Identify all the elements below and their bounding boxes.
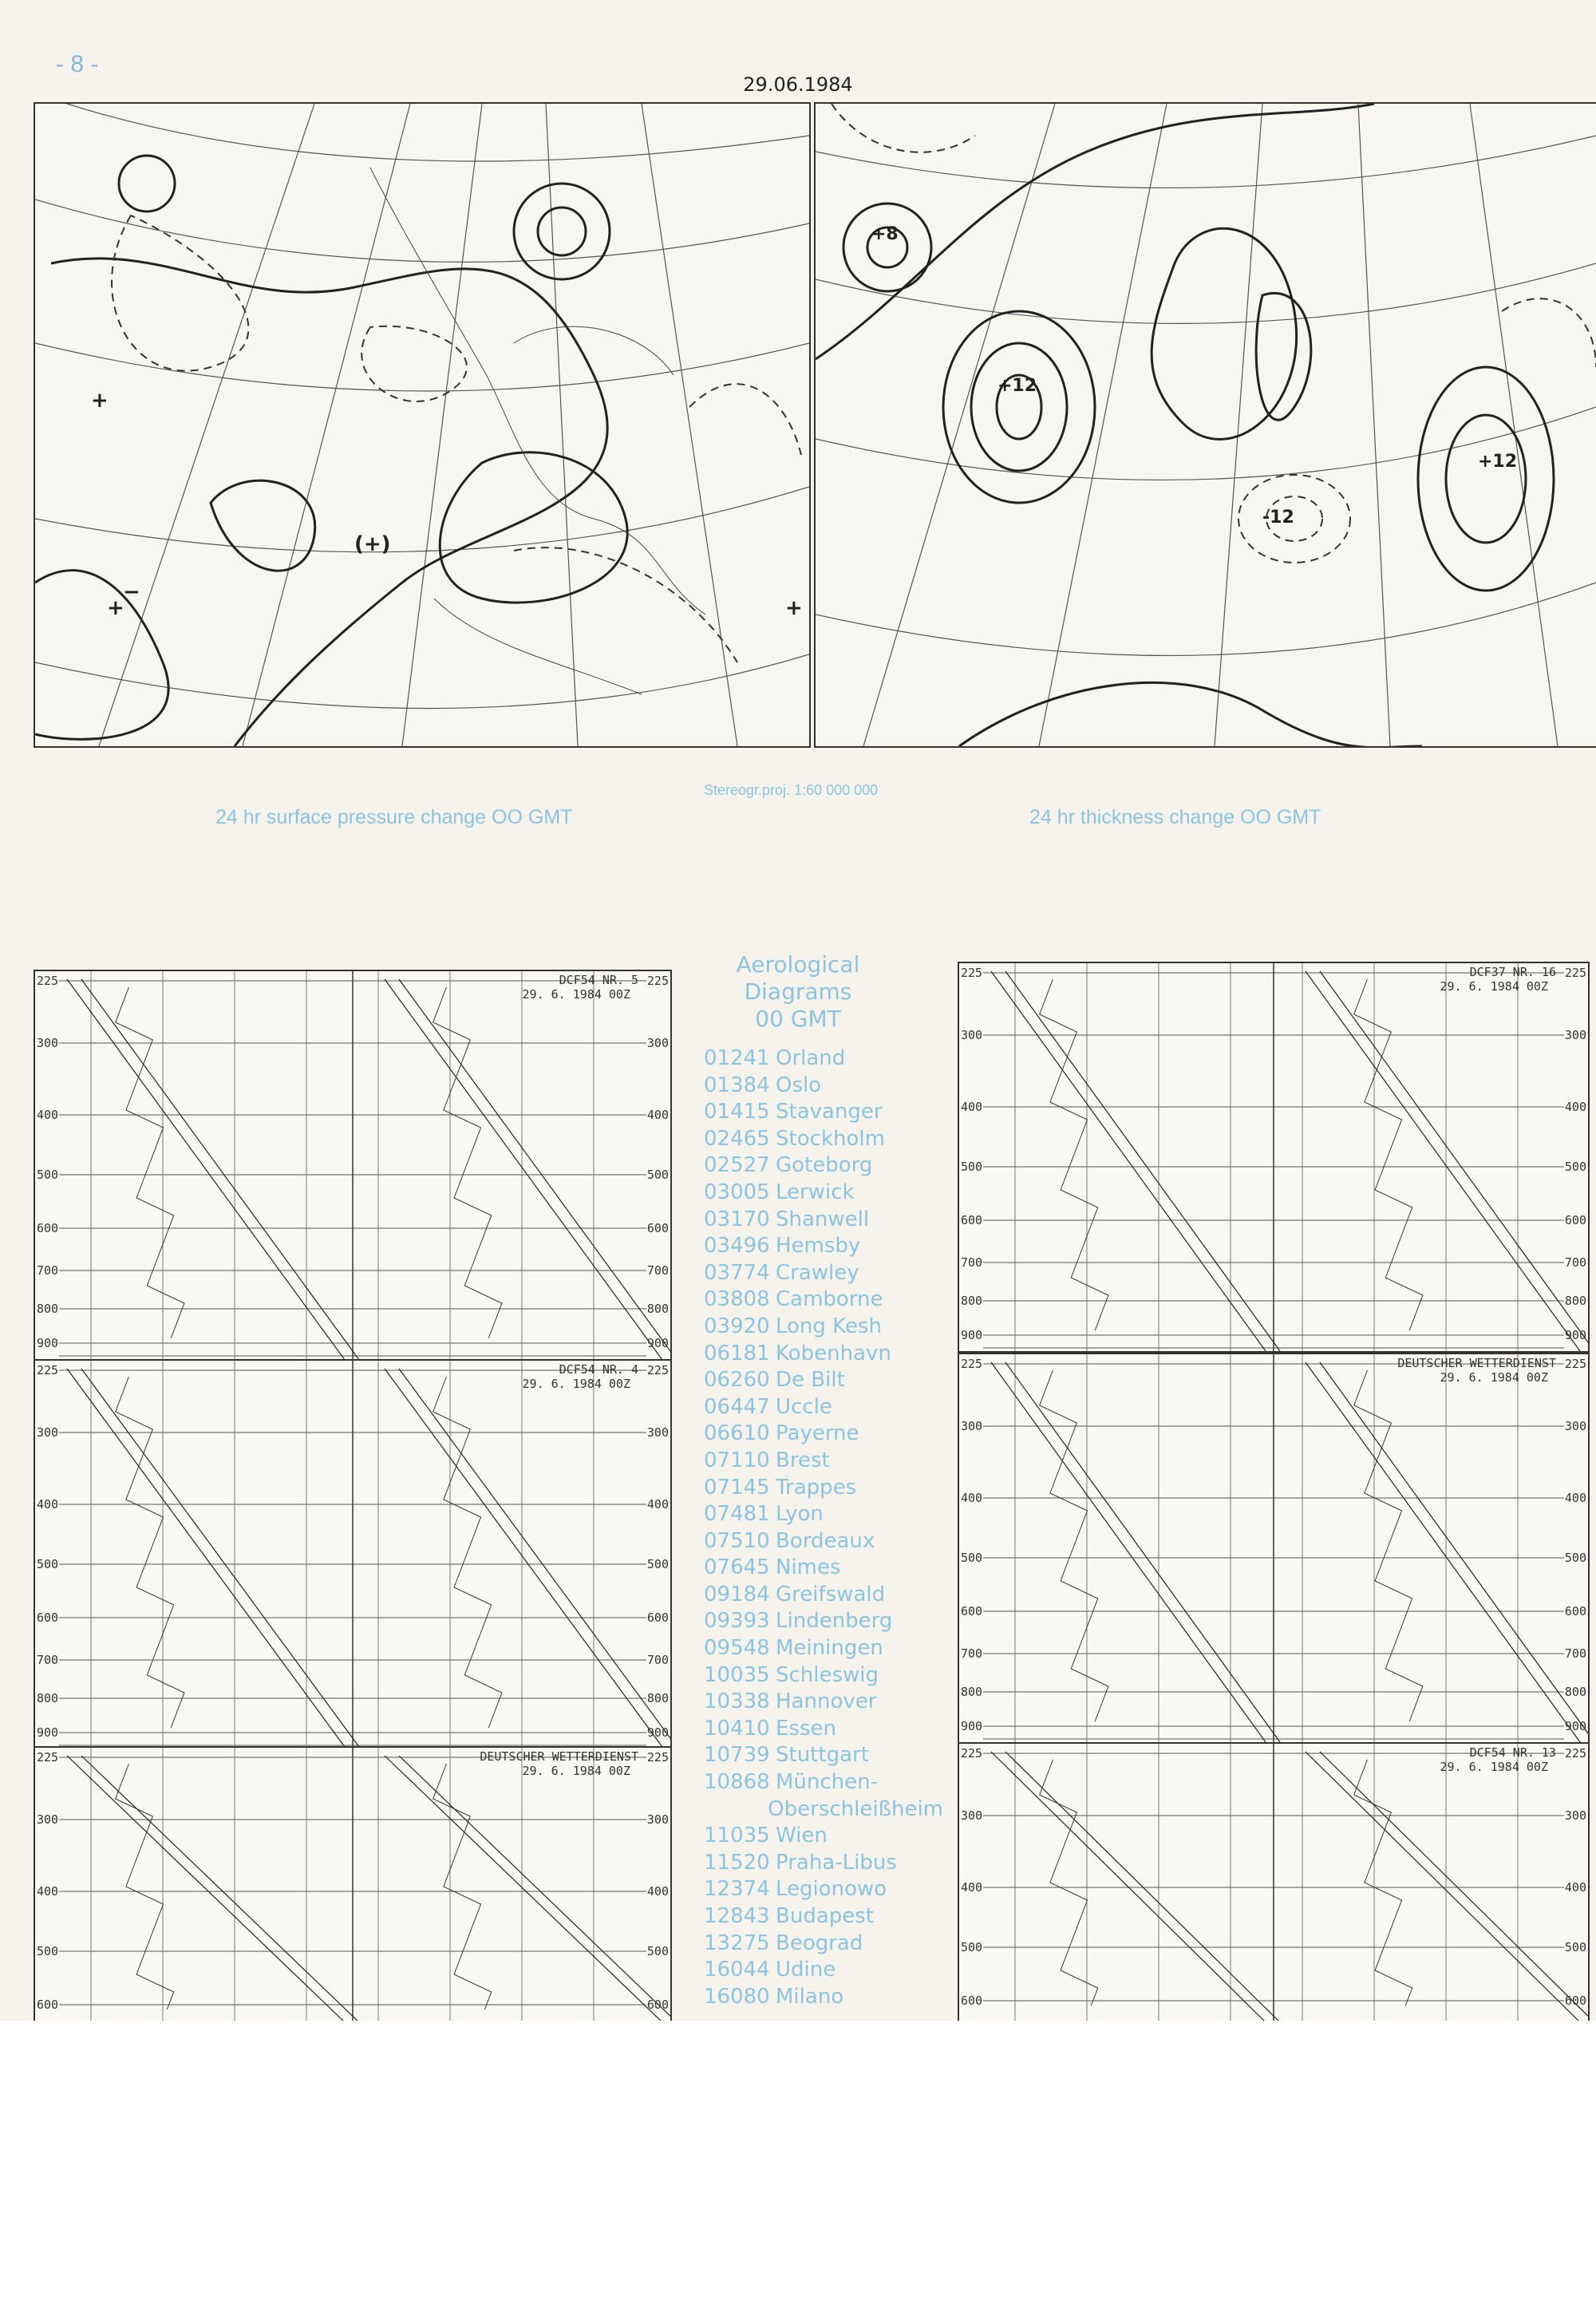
station-name: Nimes bbox=[776, 1555, 841, 1580]
station-row bbox=[704, 1073, 943, 1100]
station-code: 06447 bbox=[704, 1394, 770, 1419]
station-code: 12843 bbox=[704, 1904, 770, 1928]
pressure-level-label: 500 bbox=[961, 1160, 983, 1174]
station-name: Lerwick bbox=[776, 1180, 855, 1204]
dewpoint-profile bbox=[1354, 1760, 1412, 2006]
station-name: Long Kesh bbox=[776, 1314, 882, 1338]
station-code: 03170 bbox=[704, 1207, 770, 1231]
station-row bbox=[704, 1180, 943, 1207]
station-row bbox=[704, 1662, 943, 1689]
station-row bbox=[704, 1448, 943, 1475]
diagram-date: 29. 6. 1984 00Z bbox=[522, 987, 630, 1002]
pressure-level-label: 600 bbox=[37, 1998, 59, 2012]
pressure-level-label: 900 bbox=[646, 1336, 669, 1350]
station-row bbox=[704, 1689, 943, 1716]
pressure-level-label: 225 bbox=[961, 966, 983, 980]
station-code: 02527 bbox=[704, 1153, 770, 1178]
temperature-profile bbox=[385, 1756, 662, 2022]
diagram-header: DCF37 NR. 16 bbox=[1469, 965, 1556, 979]
pressure-level-label: 225 bbox=[646, 1750, 669, 1765]
station-list bbox=[704, 1045, 943, 2017]
station-name: Payerne bbox=[776, 1421, 859, 1446]
station-name: Stockholm bbox=[776, 1126, 885, 1151]
station-name: Wien bbox=[776, 1824, 828, 1848]
pressure-level-label: 600 bbox=[1564, 1604, 1586, 1618]
station-row bbox=[704, 1286, 943, 1314]
blank-margin bbox=[0, 2021, 1596, 2300]
pressure-level-label: 400 bbox=[961, 1880, 983, 1895]
pressure-level-label: 300 bbox=[37, 1425, 59, 1440]
aerological-diagram bbox=[34, 1359, 672, 1749]
pressure-level-label: 300 bbox=[961, 1028, 983, 1042]
pressure-level-label: 500 bbox=[37, 1944, 59, 1958]
page-number: - 8 - bbox=[56, 51, 99, 77]
pressure-level-label: 500 bbox=[37, 1168, 59, 1182]
pressure-level-label: 600 bbox=[961, 1213, 983, 1227]
station-code: 09184 bbox=[704, 1582, 770, 1606]
station-name: Udine bbox=[776, 1958, 836, 1982]
station-row bbox=[704, 1314, 943, 1341]
station-row bbox=[704, 1475, 943, 1502]
station-code: 07145 bbox=[704, 1475, 770, 1500]
station-row bbox=[704, 1501, 943, 1528]
station-name: Beograd bbox=[776, 1930, 863, 1955]
svg-text:+: + bbox=[785, 596, 803, 620]
diagram-grid bbox=[35, 1748, 670, 2022]
station-name: Oslo bbox=[776, 1073, 822, 1097]
diagram-header: DEUTSCHER WETTERDIENST bbox=[480, 1749, 638, 1764]
diagram-grid bbox=[959, 1354, 1588, 1742]
temperature-profile bbox=[1320, 1362, 1588, 1742]
temperature-profile bbox=[81, 1756, 359, 2022]
temperature-profile bbox=[399, 1756, 670, 2022]
dewpoint-profile bbox=[116, 1764, 174, 2010]
pressure-level-label: 500 bbox=[646, 1557, 669, 1571]
station-code: 03774 bbox=[704, 1260, 770, 1285]
station-name: Lindenberg bbox=[776, 1609, 893, 1634]
pressure-level-label: 400 bbox=[37, 1497, 59, 1512]
station-row bbox=[704, 1126, 943, 1153]
pressure-level-label: 500 bbox=[646, 1168, 669, 1182]
station-code: 06260 bbox=[704, 1368, 770, 1393]
pressure-level-label: 800 bbox=[961, 1294, 983, 1308]
pressure-level-label: 225 bbox=[646, 974, 669, 988]
station-name: Budapest bbox=[776, 1904, 874, 1928]
pressure-level-label: 600 bbox=[37, 1610, 59, 1625]
pressure-level-label: 600 bbox=[961, 1604, 983, 1618]
aerological-diagram bbox=[34, 1746, 672, 2024]
station-code: 07481 bbox=[704, 1502, 770, 1527]
aerological-title-line-1: Aerological bbox=[736, 951, 860, 978]
temperature-profile bbox=[1005, 971, 1280, 1351]
station-code: 10868 bbox=[704, 1770, 770, 1795]
temperature-profile bbox=[1005, 1362, 1280, 1742]
temperature-profile bbox=[1306, 971, 1580, 1351]
diagram-header: DCF54 NR. 5 bbox=[559, 973, 638, 987]
station-row bbox=[704, 1341, 943, 1368]
pressure-level-label: 500 bbox=[646, 1944, 669, 1958]
station-code: 10410 bbox=[704, 1716, 770, 1741]
station-name: Orland bbox=[776, 1046, 846, 1070]
pressure-level-label: 225 bbox=[1564, 966, 1586, 980]
station-row bbox=[704, 1099, 943, 1126]
pressure-level-label: 600 bbox=[1564, 1994, 1586, 2008]
pressure-level-label: 600 bbox=[646, 1998, 669, 2012]
temperature-profile bbox=[67, 1756, 345, 2022]
temperature-profile bbox=[67, 1369, 345, 1747]
pressure-level-label: 400 bbox=[961, 1491, 983, 1505]
diagram-date: 29. 6. 1984 00Z bbox=[1440, 1370, 1548, 1385]
diagram-grid bbox=[959, 1744, 1588, 2022]
station-code: 11035 bbox=[704, 1824, 770, 1848]
station-name: Milano bbox=[776, 1984, 844, 2009]
pressure-level-label: 800 bbox=[961, 1685, 983, 1699]
diagram-date: 29. 6. 1984 00Z bbox=[1440, 1760, 1548, 1774]
aerological-diagram bbox=[958, 1353, 1590, 1744]
diagram-header: DCF54 NR. 13 bbox=[1469, 1745, 1556, 1760]
station-row bbox=[704, 1850, 943, 1877]
station-name: Lyon bbox=[776, 1502, 824, 1527]
station-row bbox=[704, 1903, 943, 1930]
aerological-diagram bbox=[958, 1742, 1590, 2024]
station-code: 07645 bbox=[704, 1555, 770, 1580]
pressure-level-label: 225 bbox=[37, 1750, 59, 1765]
pressure-level-label: 900 bbox=[961, 1328, 983, 1342]
pressure-level-label: 300 bbox=[1564, 1028, 1586, 1042]
temperature-profile bbox=[385, 979, 662, 1360]
station-code: 10739 bbox=[704, 1743, 770, 1768]
pressure-level-label: 600 bbox=[961, 1994, 983, 2008]
dewpoint-profile bbox=[433, 1764, 492, 2010]
temperature-profile bbox=[81, 1369, 359, 1747]
station-row bbox=[704, 1823, 943, 1850]
station-name: Shanwell bbox=[776, 1207, 870, 1231]
svg-text:+8: +8 bbox=[871, 224, 899, 244]
station-row bbox=[704, 1635, 943, 1662]
pressure-level-label: 900 bbox=[1564, 1719, 1586, 1733]
aerological-diagram bbox=[958, 962, 1590, 1353]
diagram-header: DEUTSCHER WETTERDIENST bbox=[1397, 1356, 1556, 1370]
station-row bbox=[704, 1152, 943, 1180]
station-code: 16080 bbox=[704, 1984, 770, 2009]
station-row bbox=[704, 1421, 943, 1448]
station-code: 03808 bbox=[704, 1287, 770, 1312]
pressure-level-label: 600 bbox=[646, 1610, 669, 1625]
pressure-level-label: 700 bbox=[961, 1646, 983, 1661]
pressure-level-label: 600 bbox=[1564, 1213, 1586, 1227]
pressure-level-label: 225 bbox=[961, 1357, 983, 1371]
temperature-profile bbox=[81, 979, 359, 1360]
pressure-level-label: 300 bbox=[37, 1036, 59, 1050]
svg-text:+12: +12 bbox=[998, 376, 1037, 396]
pressure-level-label: 225 bbox=[37, 1363, 59, 1377]
pressure-level-label: 600 bbox=[646, 1221, 669, 1235]
station-code bbox=[704, 1796, 768, 1824]
surface-pressure-map bbox=[34, 102, 811, 748]
pressure-level-label: 225 bbox=[961, 1746, 983, 1761]
station-name: Essen bbox=[776, 1716, 836, 1741]
station-code: 16044 bbox=[704, 1958, 770, 1982]
diagram-grid bbox=[35, 1361, 670, 1747]
station-name: München- bbox=[776, 1770, 879, 1795]
station-code: 09393 bbox=[704, 1609, 770, 1634]
station-code: 03496 bbox=[704, 1234, 770, 1259]
pressure-level-label: 800 bbox=[1564, 1685, 1586, 1699]
aerological-title-line-2: Diagrams bbox=[744, 978, 852, 1005]
temperature-profile bbox=[399, 1369, 670, 1747]
station-name: Meiningen bbox=[776, 1636, 883, 1661]
station-row bbox=[704, 1528, 943, 1555]
station-code: 01384 bbox=[704, 1073, 770, 1097]
svg-text:+: + bbox=[91, 389, 109, 413]
diagram-date: 29. 6. 1984 00Z bbox=[522, 1764, 630, 1778]
station-row bbox=[704, 1367, 943, 1394]
station-name: Schleswig bbox=[776, 1662, 879, 1687]
station-code: 06610 bbox=[704, 1421, 770, 1446]
station-name: Bordeaux bbox=[776, 1528, 875, 1553]
pressure-level-label: 300 bbox=[961, 1419, 983, 1433]
station-row bbox=[704, 1742, 943, 1769]
station-name: Uccle bbox=[776, 1394, 832, 1419]
station-code: 01241 bbox=[704, 1046, 770, 1070]
pressure-level-label: 700 bbox=[37, 1263, 59, 1278]
station-name: Crawley bbox=[776, 1260, 859, 1285]
svg-text:+: + bbox=[107, 596, 124, 620]
diagram-grid bbox=[35, 971, 670, 1360]
projection-label: Stereogr.proj. 1:60 000 000 bbox=[704, 782, 879, 798]
station-row bbox=[704, 1207, 943, 1234]
pressure-level-label: 500 bbox=[1564, 1551, 1586, 1565]
station-name: Camborne bbox=[776, 1287, 883, 1312]
pressure-level-label: 400 bbox=[1564, 1491, 1586, 1505]
station-code: 02465 bbox=[704, 1126, 770, 1151]
pressure-level-label: 400 bbox=[37, 1108, 59, 1122]
station-row bbox=[704, 1582, 943, 1609]
thickness-caption: 24 hr thickness change OO GMT bbox=[1029, 806, 1321, 828]
pressure-level-label: 225 bbox=[1564, 1357, 1586, 1371]
station-name: De Bilt bbox=[776, 1368, 845, 1393]
pressure-level-label: 225 bbox=[646, 1363, 669, 1377]
pressure-level-label: 700 bbox=[37, 1653, 59, 1667]
station-code: 13275 bbox=[704, 1930, 770, 1955]
pressure-level-label: 400 bbox=[961, 1100, 983, 1114]
temperature-profile bbox=[67, 979, 345, 1360]
pressure-level-label: 300 bbox=[961, 1808, 983, 1823]
station-row bbox=[704, 1045, 943, 1073]
station-name: Greifswald bbox=[776, 1582, 886, 1606]
pressure-level-label: 500 bbox=[37, 1557, 59, 1571]
pressure-level-label: 500 bbox=[961, 1940, 983, 1954]
pressure-level-label: 500 bbox=[961, 1551, 983, 1565]
pressure-level-label: 700 bbox=[646, 1653, 669, 1667]
station-name: Trappes bbox=[776, 1475, 857, 1500]
pressure-level-label: 700 bbox=[1564, 1646, 1586, 1661]
pressure-level-label: 300 bbox=[646, 1036, 669, 1050]
svg-text:-12: -12 bbox=[1262, 508, 1294, 528]
temperature-profile bbox=[399, 979, 670, 1360]
station-name: Brest bbox=[776, 1448, 830, 1472]
station-name: Hemsby bbox=[776, 1234, 861, 1259]
pressure-level-label: 800 bbox=[646, 1691, 669, 1705]
pressure-level-label: 900 bbox=[1564, 1328, 1586, 1342]
station-code: 01415 bbox=[704, 1100, 770, 1124]
svg-text:−: − bbox=[123, 580, 140, 604]
station-name: Hannover bbox=[776, 1689, 877, 1714]
pressure-level-label: 800 bbox=[646, 1302, 669, 1316]
pressure-level-label: 300 bbox=[646, 1812, 669, 1827]
temperature-profile bbox=[385, 1369, 662, 1747]
station-row bbox=[704, 1260, 943, 1287]
station-name: Stavanger bbox=[776, 1100, 883, 1124]
station-row bbox=[704, 1555, 943, 1582]
diagram-date: 29. 6. 1984 00Z bbox=[1440, 979, 1548, 994]
pressure-level-label: 400 bbox=[1564, 1880, 1586, 1895]
station-code: 07110 bbox=[704, 1448, 770, 1472]
station-name: Legionowo bbox=[776, 1877, 887, 1902]
station-code: 03005 bbox=[704, 1180, 770, 1204]
station-row bbox=[704, 1984, 943, 2011]
aerological-title-line-3: 00 GMT bbox=[755, 1006, 841, 1032]
station-row bbox=[704, 1957, 943, 1984]
station-row bbox=[704, 1608, 943, 1635]
temperature-profile bbox=[1306, 1362, 1580, 1742]
station-code: 07510 bbox=[704, 1528, 770, 1553]
pressure-level-label: 800 bbox=[1564, 1294, 1586, 1308]
station-row bbox=[704, 1930, 943, 1958]
temperature-profile bbox=[991, 971, 1266, 1351]
station-row bbox=[704, 1769, 943, 1796]
pressure-level-label: 400 bbox=[37, 1884, 59, 1899]
station-code: 11520 bbox=[704, 1850, 770, 1875]
svg-text:(+): (+) bbox=[354, 532, 391, 556]
pressure-level-label: 300 bbox=[1564, 1808, 1586, 1823]
temperature-profile bbox=[991, 1362, 1266, 1742]
station-row bbox=[704, 1233, 943, 1260]
pressure-level-label: 400 bbox=[1564, 1100, 1586, 1114]
pressure-level-label: 400 bbox=[646, 1497, 669, 1512]
station-code: 09548 bbox=[704, 1636, 770, 1661]
aerological-title bbox=[702, 951, 894, 1033]
temperature-profile bbox=[1320, 971, 1588, 1351]
pressure-level-label: 800 bbox=[37, 1302, 59, 1316]
pressure-level-label: 800 bbox=[37, 1691, 59, 1705]
pressure-level-label: 300 bbox=[646, 1425, 669, 1440]
pressure-level-label: 300 bbox=[1564, 1419, 1586, 1433]
pressure-level-label: 700 bbox=[961, 1255, 983, 1270]
station-row bbox=[704, 1796, 943, 1824]
pressure-level-label: 900 bbox=[961, 1719, 983, 1733]
svg-text:+12: +12 bbox=[1478, 452, 1518, 472]
pressure-level-label: 400 bbox=[646, 1884, 669, 1899]
aerological-diagram bbox=[34, 970, 672, 1361]
station-code: 10338 bbox=[704, 1689, 770, 1714]
station-code: 06181 bbox=[704, 1341, 770, 1365]
pressure-level-label: 225 bbox=[1564, 1746, 1586, 1761]
station-name: Goteborg bbox=[776, 1153, 873, 1178]
station-row bbox=[704, 1716, 943, 1743]
station-row bbox=[704, 1394, 943, 1421]
pressure-level-label: 600 bbox=[37, 1221, 59, 1235]
page-date: 29.06.1984 bbox=[743, 73, 853, 96]
station-name: Kobenhavn bbox=[776, 1341, 891, 1365]
station-name: Praha-Libus bbox=[776, 1850, 897, 1875]
diagram-grid bbox=[959, 963, 1588, 1351]
pressure-level-label: 500 bbox=[1564, 1160, 1586, 1174]
station-code: 03920 bbox=[704, 1314, 770, 1338]
station-code: 12374 bbox=[704, 1877, 770, 1902]
pressure-level-label: 900 bbox=[37, 1336, 59, 1350]
pressure-level-label: 500 bbox=[1564, 1940, 1586, 1954]
dewpoint-profile bbox=[1040, 1760, 1098, 2006]
diagram-header: DCF54 NR. 4 bbox=[559, 1362, 638, 1377]
pressure-level-label: 900 bbox=[646, 1725, 669, 1740]
station-row bbox=[704, 1876, 943, 1903]
pressure-level-label: 300 bbox=[37, 1812, 59, 1827]
pressure-level-label: 400 bbox=[646, 1108, 669, 1122]
pressure-level-label: 225 bbox=[37, 974, 59, 988]
thickness-change-map bbox=[814, 102, 1596, 748]
station-name: Oberschleißheim bbox=[768, 1796, 943, 1821]
diagram-date: 29. 6. 1984 00Z bbox=[522, 1377, 630, 1391]
pressure-level-label: 900 bbox=[37, 1725, 59, 1740]
station-code: 10035 bbox=[704, 1662, 770, 1687]
pressure-level-label: 700 bbox=[646, 1263, 669, 1278]
surface-pressure-caption: 24 hr surface pressure change OO GMT bbox=[215, 806, 573, 828]
pressure-level-label: 700 bbox=[1564, 1255, 1586, 1270]
station-name: Stuttgart bbox=[776, 1743, 869, 1768]
